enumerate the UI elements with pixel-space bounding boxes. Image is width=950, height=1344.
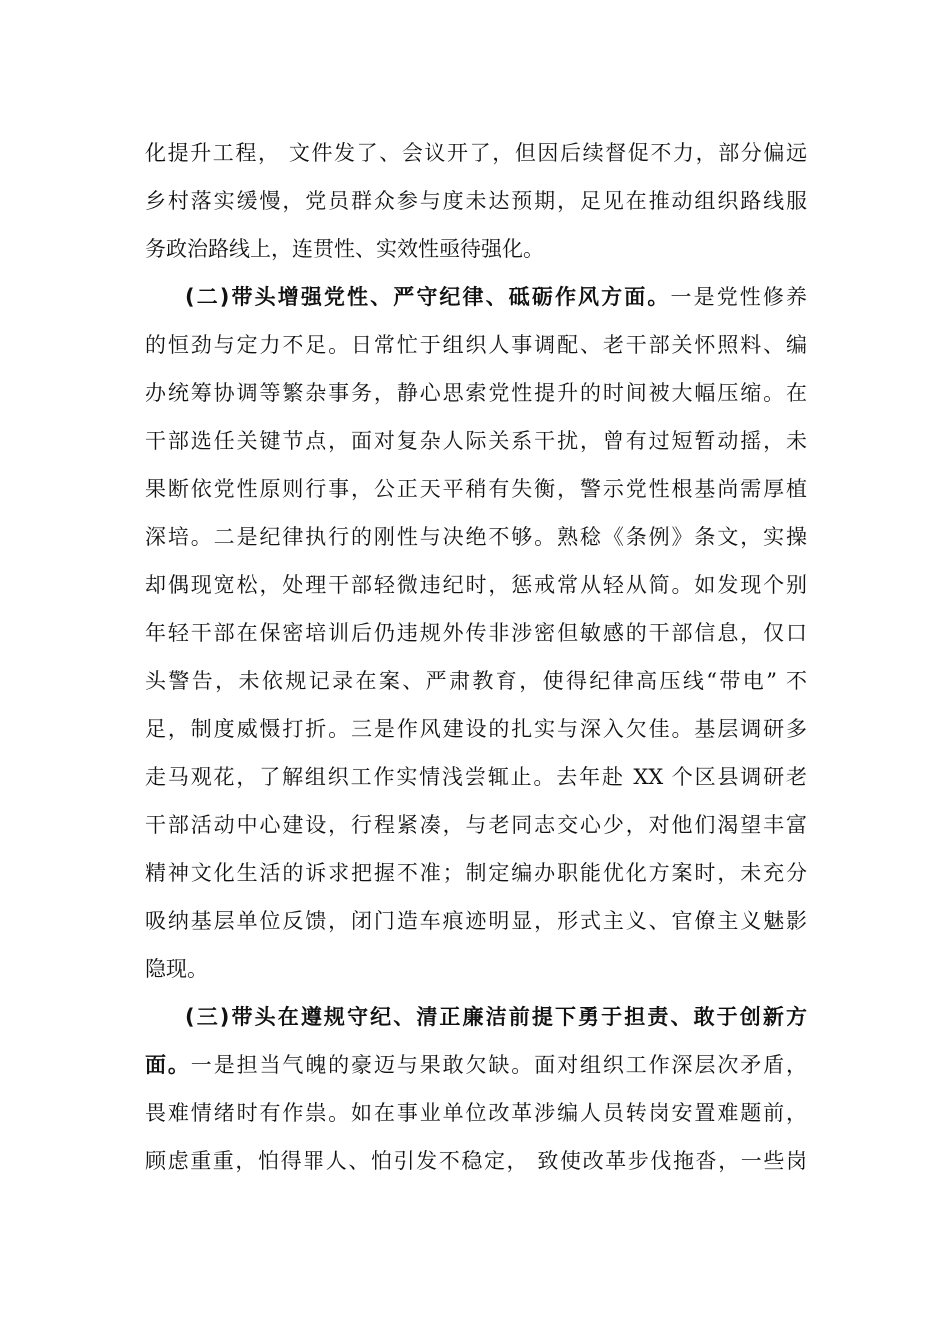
text-line: 果断依党性原则行事，公正天平稍有失衡，警示党性根基尚需厚植 xyxy=(145,477,807,501)
text-line: 干部选任关键节点，面对复杂人际关系干扰，曾有过短暂动摇，未 xyxy=(145,429,807,453)
text-line: 吸纳基层单位反馈，闭门造车痕迹明显，形式主义、官僚主义魅影 xyxy=(145,909,807,933)
text-line: 干部活动中心建设，行程紧凑，与老同志交心少，对他们渴望丰富 xyxy=(145,813,807,837)
text-line: 顾虑重重，怕得罪人、怕引发不稳定， 致使改革步伐拖沓，一些岗 xyxy=(145,1149,807,1173)
section-heading: (三)带头在遵规守纪、清正廉洁前提下勇于担责、敢于创新方 xyxy=(185,1005,807,1029)
text-line: 走马观花，了解组织工作实情浅尝辄止。去年赴 XX 个区县调研老 xyxy=(145,765,807,789)
text-line: 隐现。 xyxy=(145,957,208,981)
section-3-heading-line xyxy=(145,993,807,1041)
text-line: 精神文化生活的诉求把握不准；制定编办职能优化方案时，未充分 xyxy=(145,861,807,885)
text-line: 化提升工程， 文件发了、会议开了，但因后续督促不力，部分偏远 xyxy=(145,141,807,165)
text-line: 畏难情绪时有作祟。如在事业单位改革涉编人员转岗安置难题前， xyxy=(145,1101,807,1125)
text-line: 的恒劲与定力不足。日常忙于组织人事调配、老干部关怀照料、编 xyxy=(145,333,807,357)
text-line: 务政治路线上，连贯性、实效性亟待强化。 xyxy=(145,237,544,261)
text-line: 年轻干部在保密培训后仍违规外传非涉密但敏感的干部信息，仅口 xyxy=(145,621,807,645)
text-line: 足，制度威慑打折。三是作风建设的扎实与深入欠佳。基层调研多 xyxy=(145,717,807,741)
text-run: 一是担当气魄的豪迈与果敢欠缺。面对组织工作深层次矛盾， xyxy=(190,1053,808,1077)
section-2-heading-line xyxy=(145,273,807,321)
text-line: 却偶现宽松，处理干部轻微违纪时，惩戒常从轻从简。如发现个别 xyxy=(145,573,807,597)
text-line: 乡村落实缓慢，党员群众参与度未达预期，足见在推动组织路线服 xyxy=(145,189,807,213)
section-heading: (二)带头增强党性、严守纪律、砥砺作风方面。 xyxy=(185,285,671,309)
text-line: 办统筹协调等繁杂事务，静心思索党性提升的时间被大幅压缩。在 xyxy=(145,381,807,405)
text-run: 一是党性修养 xyxy=(670,285,808,309)
document-page xyxy=(145,129,807,1185)
text-line: 深培。二是纪律执行的刚性与决绝不够。熟稔《条例》条文，实操 xyxy=(145,525,807,549)
text-line: 头警告，未依规记录在案、严肃教育，使得纪律高压线“带电” 不 xyxy=(145,669,807,693)
section-heading-continuation: 面。 xyxy=(145,1053,191,1077)
section-3-second-line xyxy=(145,1041,807,1089)
